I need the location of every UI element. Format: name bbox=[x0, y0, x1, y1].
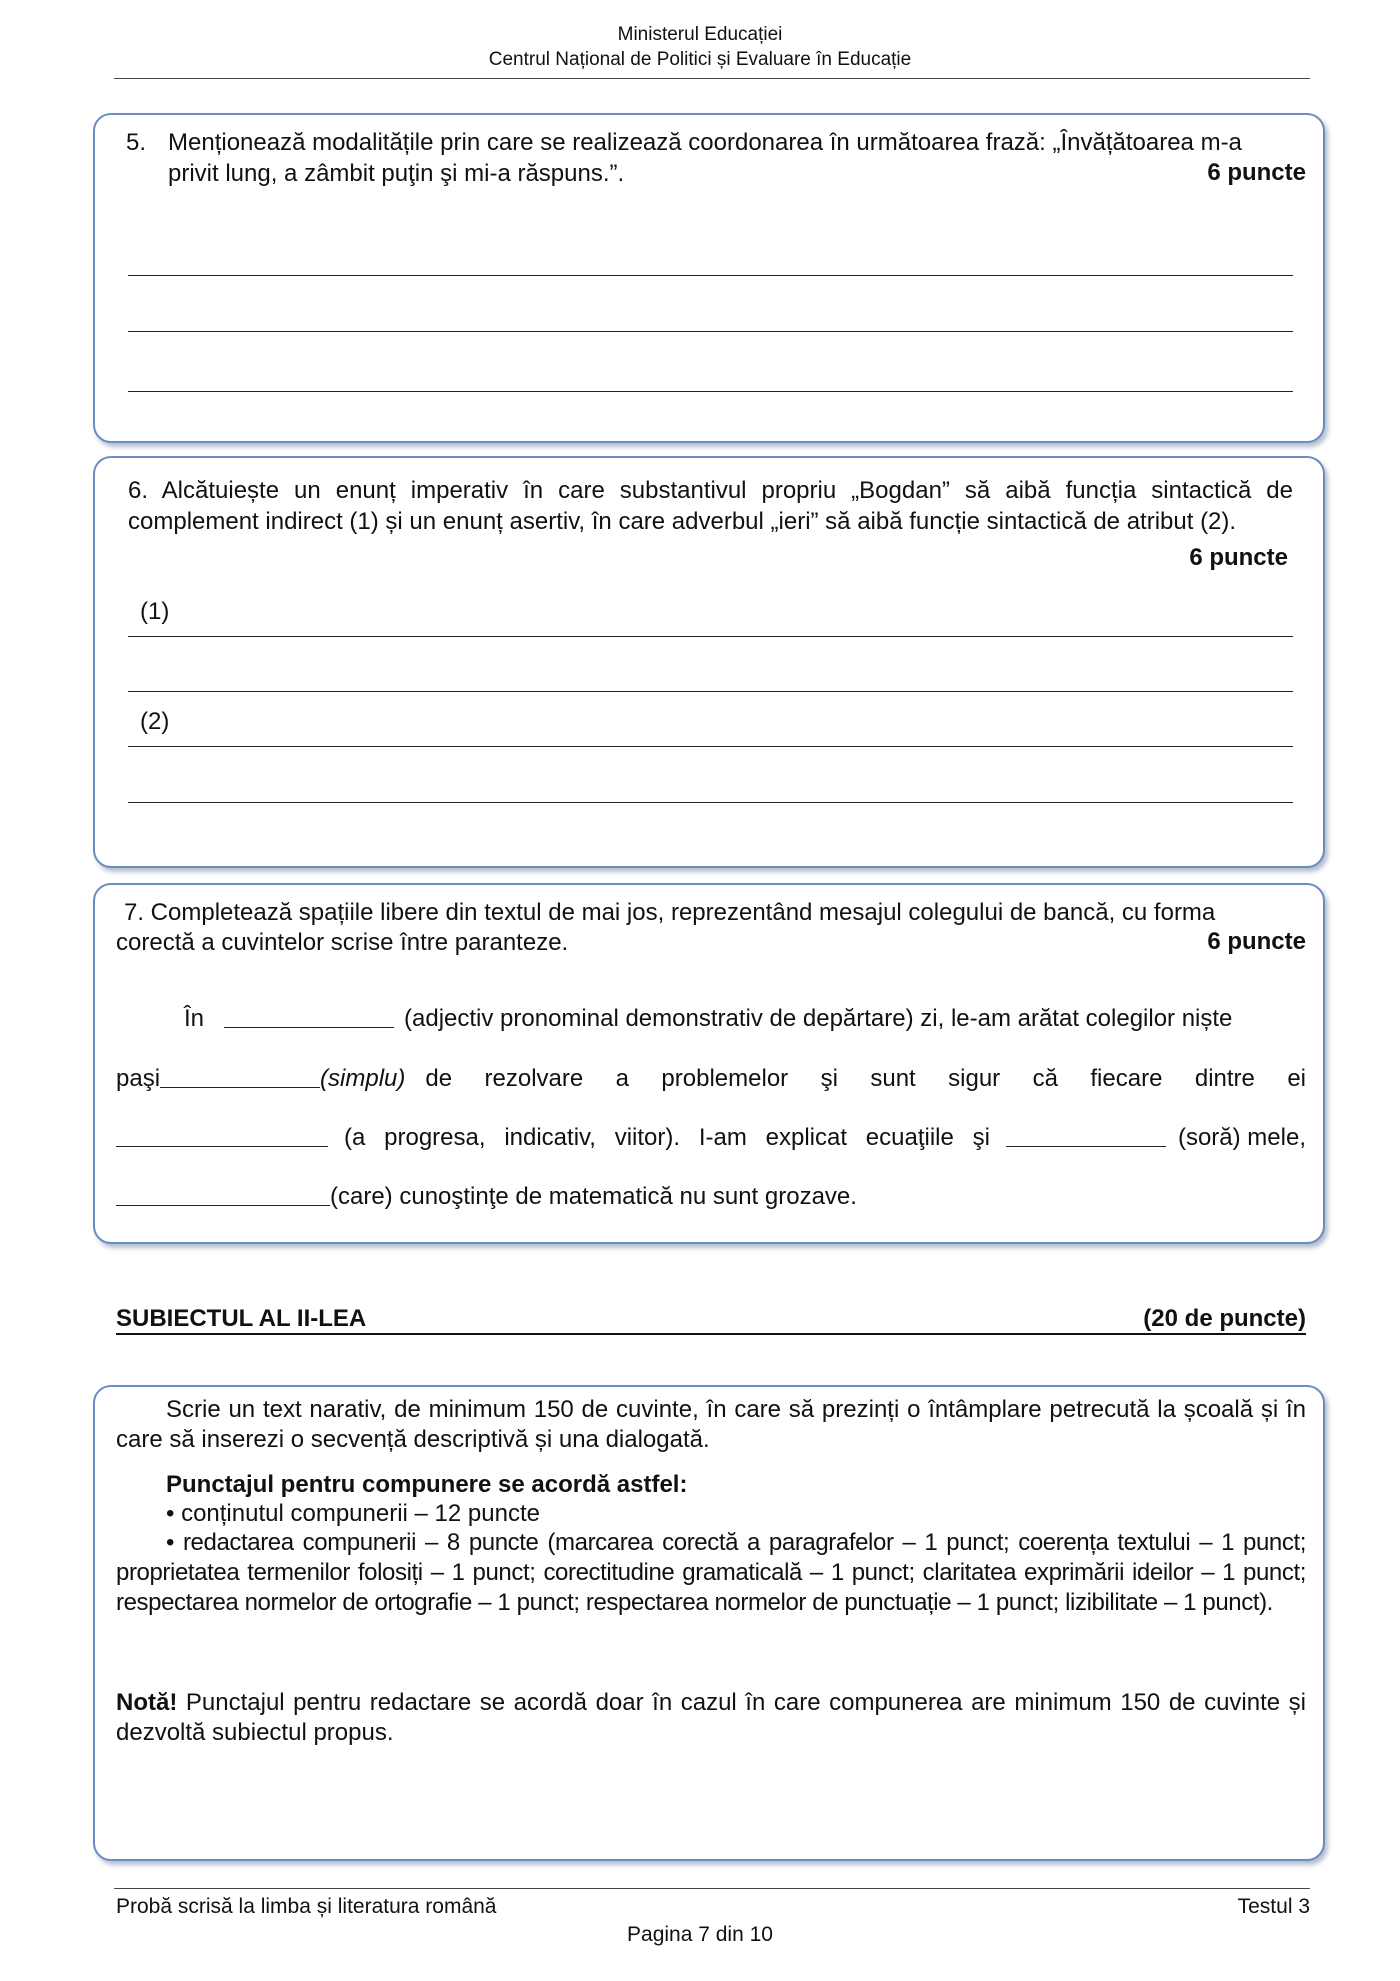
page-header bbox=[0, 22, 1400, 72]
footer-divider bbox=[114, 1888, 1310, 1889]
essay-task-box bbox=[93, 1385, 1325, 1861]
fill-text: (care) cunoştinţe de matematică nu sunt grozave. bbox=[330, 1183, 857, 1210]
question-7-text-line1: 7. Completează spațiile libere din textul de mai jos, reprezentând mesajul colegului de bancă, cu forma bbox=[124, 899, 1216, 926]
footer-exam-name: Probă scrisă la limba și literatura română bbox=[116, 1895, 497, 1918]
fill-row-1 bbox=[184, 1005, 1306, 1033]
fill-text: (a progresa, indicativ, viitor). I-am explicat ecuaţiile şi bbox=[344, 1124, 990, 1151]
fill-text: de rezolvare a problemelor şi sunt sigur că fiecare dintre ei bbox=[425, 1065, 1306, 1092]
fill-row-2 bbox=[116, 1065, 1306, 1093]
note-label: Notă! bbox=[116, 1689, 178, 1716]
footer-test-number: Testul 3 bbox=[1237, 1895, 1310, 1918]
task-note bbox=[116, 1688, 1306, 1748]
question-5-text-line1: Menționează modalitățile prin care se realizează coordonarea în următoarea frază: „Învățătoarea m-a bbox=[168, 129, 1242, 156]
answer-label-1: (1) bbox=[140, 598, 170, 625]
section-2-points: (20 de puncte) bbox=[1143, 1305, 1306, 1332]
task-intro: Scrie un text narativ, de minimum 150 de cuvinte, în care să prezinți o întâmplare petrecută la școală și în care să inserezi o secvență descriptivă și una dialogată. bbox=[116, 1396, 1306, 1453]
center-name: Centrul Național de Politici și Evaluare în Educație bbox=[488, 49, 912, 70]
scoring-title: Punctajul pentru compunere se acordă astfel: bbox=[166, 1471, 688, 1498]
page-number: Pagina 7 din 10 bbox=[627, 1923, 773, 1946]
section-2-title: SUBIECTUL AL II-LEA bbox=[116, 1305, 367, 1332]
blank-input[interactable] bbox=[116, 1183, 330, 1206]
fill-text: (simplu) bbox=[320, 1065, 406, 1092]
fill-row-3 bbox=[116, 1124, 1306, 1152]
fill-text: paşi bbox=[116, 1065, 161, 1092]
question-5-number: 5. bbox=[126, 129, 147, 156]
question-6-points: 6 puncte bbox=[1189, 544, 1288, 571]
header-divider bbox=[114, 78, 1310, 79]
blank-input[interactable] bbox=[1006, 1124, 1166, 1147]
blank-input[interactable] bbox=[224, 1005, 394, 1028]
answer-line[interactable] bbox=[128, 802, 1293, 803]
question-6-text: 6. Alcătuiește un enunț imperativ în care substantivul propriu „Bogdan” să aibă funcția sintactică de complement indirect (1) și un enunț asertiv, în care adverbul „ieri” să aibă funcție sintactică de atribut (2). bbox=[128, 477, 1293, 535]
fill-text: (soră) mele, bbox=[1177, 1124, 1306, 1151]
fill-text: În bbox=[184, 1005, 205, 1032]
blank-input[interactable] bbox=[116, 1124, 328, 1147]
question-7-points: 6 puncte bbox=[1207, 928, 1306, 955]
answer-line[interactable] bbox=[128, 391, 1293, 392]
question-7-text-line2: corectă a cuvintelor scrise între paranteze. bbox=[116, 929, 569, 956]
note-text: Punctajul pentru redactare se acordă doar în cazul în care compunerea are minimum 150 de cuvinte și dezvoltă subiectul propus. bbox=[116, 1689, 1306, 1746]
question-5-points: 6 puncte bbox=[1207, 159, 1306, 186]
section-2-heading bbox=[116, 1305, 1306, 1335]
answer-line[interactable] bbox=[128, 746, 1293, 747]
question-5-text-line2: privit lung, a zâmbit puţin şi mi-a răspuns.”. bbox=[168, 160, 625, 187]
answer-label-2: (2) bbox=[140, 708, 170, 735]
answer-line[interactable] bbox=[128, 691, 1293, 692]
answer-line[interactable] bbox=[128, 636, 1293, 637]
scoring-bullet-2: • redactarea compunerii – 8 puncte (marcarea corectă a paragrafelor – 1 punct; coerența textului – 1 punct; proprietatea termenilor folosiți – 1 punct; corectitudine gramaticală – 1 punct; claritatea exprimării ideilor – 1 punct; respectarea normelor de ortografie – 1 punct; respectarea normelor de punctuație – 1 punct; lizibilitate – 1 punct). bbox=[116, 1529, 1306, 1616]
answer-line[interactable] bbox=[128, 275, 1293, 276]
blank-input[interactable] bbox=[160, 1065, 320, 1088]
scoring-bullet-1: • conținutul compunerii – 12 puncte bbox=[166, 1500, 540, 1527]
answer-line[interactable] bbox=[128, 331, 1293, 332]
fill-text: (adjectiv pronominal demonstrativ de depărtare) zi, le-am arătat colegilor niște bbox=[404, 1005, 1233, 1032]
fill-row-4 bbox=[116, 1183, 1306, 1211]
ministry-name: Ministerul Educației bbox=[617, 24, 783, 45]
